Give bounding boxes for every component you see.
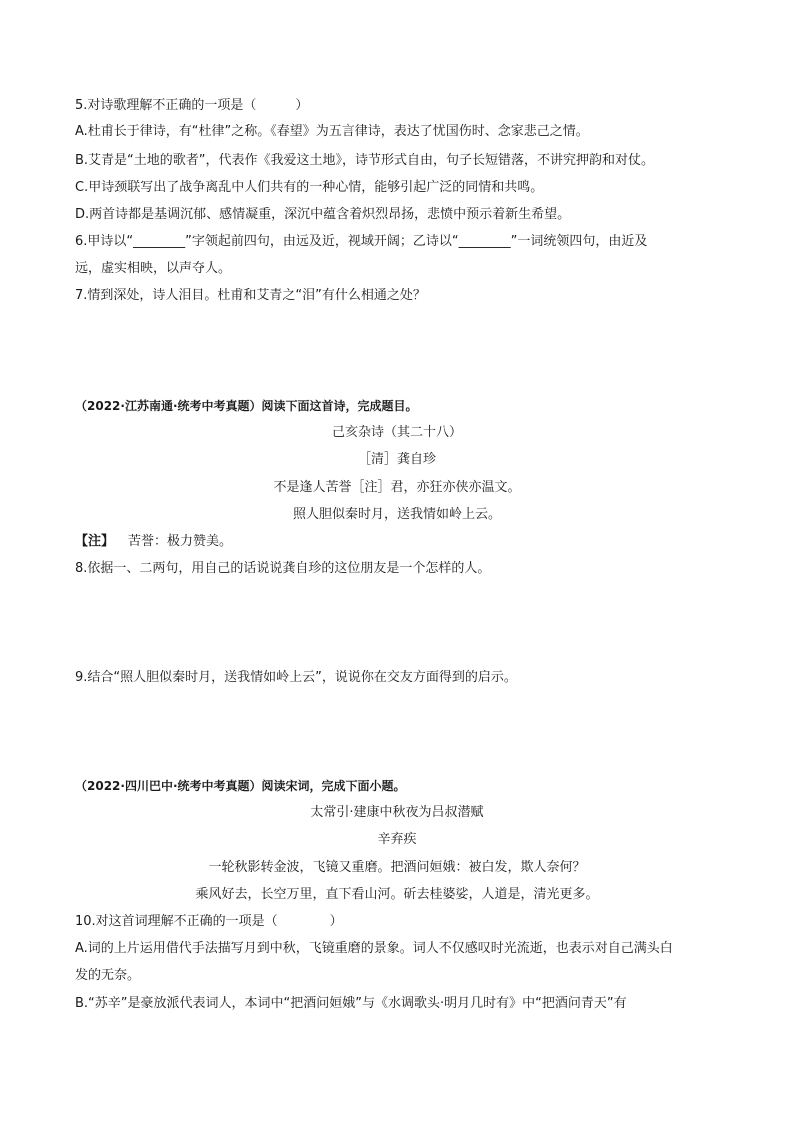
option-10a-line1: A.词的上片运用借代手法描写月到中秋，飞镜重磨的景象。词人不仅感叹时光流逝，也表示对自己满头白 (75, 941, 673, 956)
ci-author: 辛弃疾 (377, 832, 417, 847)
note-text: 苦誉：极力赞美。 (128, 534, 233, 549)
poem-line-2: 照人胆似秦时月，送我情如岭上云。 (292, 507, 501, 522)
question-6-line2: 远，虚实相映，以声夺人。 (75, 261, 232, 276)
poem-note (75, 532, 724, 552)
question-7: 7.情到深处，诗人泪目。杜甫和艾青之“泪”有什么相通之处？ (75, 288, 426, 303)
option-5b: B.艾青是“土地的歌者”，代表作《我爱这土地》，诗节形式自由，句子长短错落，不讲究押韵和对仗。 (75, 153, 655, 168)
option-5a: A.杜甫长于律诗，有“杜律”之称。《春望》为五言律诗，表达了忧国伤时、念家悲己之情。 (75, 124, 589, 139)
ci-line-1: 一轮秋影转金波，飞镜又重磨。把酒问姮娥：被白发，欺人奈何？ (208, 860, 586, 875)
question-9: 9.结合“照人胆似秦时月，送我情如岭上云”，说说你在交友方面得到的启示。 (75, 670, 517, 685)
question-10: 10.对这首词理解不正确的一项是（ ） (75, 914, 343, 929)
ci-line-2: 乘风好去，长空万里，直下看山河。斫去桂婆娑，人道是，清光更多。 (195, 887, 599, 902)
ci-title: 太常引·建康中秋夜为吕叔潜赋 (310, 805, 484, 820)
poem-line-1: 不是逢人苦誉［注］君，亦狂亦侠亦温文。 (273, 480, 521, 495)
source-heading-2: （2022·江苏南通·统考中考真题）阅读下面这首诗，完成题目。 (75, 399, 418, 413)
note-label: 【注】 (75, 534, 115, 549)
poem-author: ［清］龚自珍 (357, 452, 436, 467)
option-10b-line1: B.“苏辛”是豪放派代表词人，本词中“把酒问姮娥”与《水调歌头·明月几时有》中“把酒问青天”有 (75, 996, 627, 1011)
question-5: 5.对诗歌理解不正确的一项是（ ） (75, 98, 309, 113)
source-heading-3: （2022·四川巴中·统考中考真题）阅读宋词，完成下面小题。 (75, 779, 406, 793)
question-8: 8.依据一、二两句，用自己的话说说龚自珍的这位朋友是一个怎样的人。 (75, 561, 491, 576)
option-5d: D.两首诗都是基调沉郁、感情凝重，深沉中蕴含着炽烈昂扬，悲愤中预示着新生希望。 (75, 207, 571, 222)
option-5c: C.甲诗颈联写出了战争离乱中人们共有的一种心情，能够引起广泛的同情和共鸣。 (75, 180, 544, 195)
option-10a-line2: 发的无奈。 (75, 968, 141, 983)
question-6-line1: 6.甲诗以“________”字领起前四句，由远及近，视域开阔；乙诗以“________”一词统领四句，由近及 (75, 234, 648, 249)
poem-title: 己亥杂诗（其二十八） (331, 425, 462, 440)
